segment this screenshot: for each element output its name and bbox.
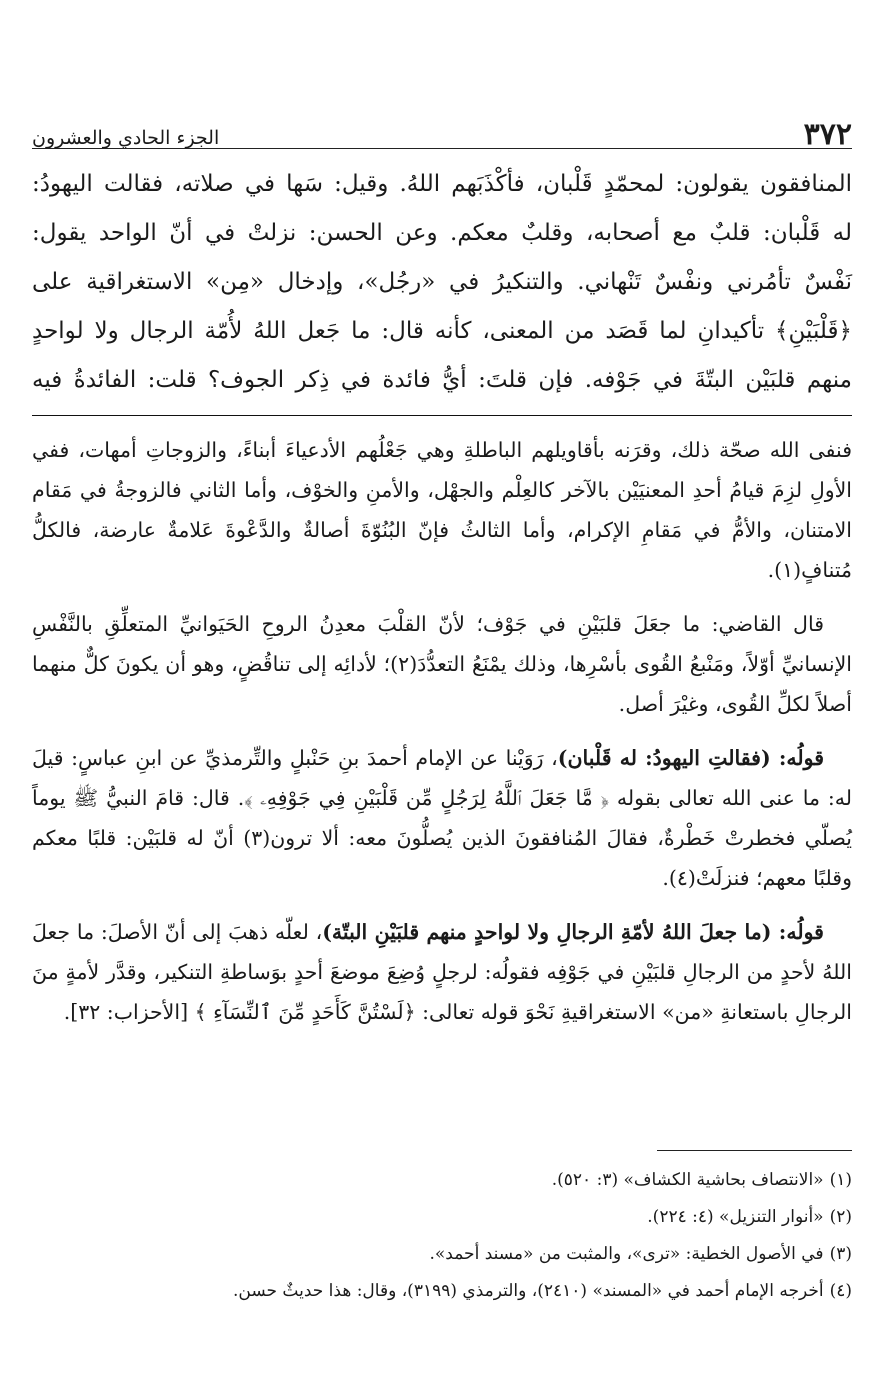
footnote-text: «أنوار التنزيل» (٤: ٢٢٤).	[647, 1207, 824, 1227]
footnote	[32, 1236, 852, 1273]
page-number: ٣٧٢	[803, 117, 852, 152]
main-line: منهم قلبَيْن البتّةَ في جَوْفه. فإن قلتَ: أيُّ فائدة في ذِكر الجوف؟ قلت: الفائدةُ فيه	[32, 367, 852, 393]
footnote-text: في الأصول الخطية: «ترى»، والمثبت من «مسند أحمد».	[429, 1244, 824, 1264]
main-line: ﴿قَلْبَيْنِ﴾ تأكيدانِ لما قَصَد من المعنى، كأنه قال: ما جَعل اللهُ لأُمّة الرجال ولا لواحدٍ	[32, 318, 852, 344]
commentary-paragraph: فنفى الله صحّة ذلك، وقرَنه بأقاويلهم الباطلةِ وهي جَعْلُهم الأدعياءَ أبناءً، والزوجاتِ أمهات، ففي الأولِ لزِمَ قيامُ أحدِ المعنيَيْن بالآخر كالعِلْم والجهْل، والأمنِ والخوْف، وأما الثاني فالزوجةُ في مَقام الامتنان، والأمُّ في مَقامِ الإكرام، وأما الثالثُ فإنّ البُنُوّةَ أصالةٌ والدَّعْوةَ عَلامةٌ عارضة، فالكلُّ مُتنافٍ(١).	[32, 438, 852, 582]
footnote	[32, 1199, 852, 1236]
header-divider	[32, 148, 852, 149]
footnote-number: (٣)	[829, 1244, 852, 1264]
commentary-text: ، لعلّه ذهبَ إلى أنّ الأصلَ: ما جعلَ اللهُ لأحدٍ من الرجالِ قلبَيْنِ في جَوْفِه فقولُه: لرجلٍ وُضِعَ موضعَ أحدٍ بوَساطةِ التنكير، وقدَّر لأمةٍ منَ الرجالِ باستعانةِ «من» الاستغراقيةِ نَحْوَ قوله تعالى: ﴿لَسْتُنَّ كَأَحَدٍ مِّنَ ٱلنِّسَآءِ ﴾ [الأحزاب: ٣٢].	[32, 920, 852, 1024]
commentary	[32, 430, 852, 1046]
footnote	[32, 1162, 852, 1199]
commentary-paragraph: قال القاضي: ما جعَلَ قلبَيْنِ في جَوْف؛ لأنّ القلْبَ معدِنُ الروحِ الحَيَوانيِّ المتعلِّقِ بالنَّفْسِ الإنسانيِّ أوّلاً، ومَنْبعُ القُوى بأسْرِها، وذلك يمْنَعُ التعدُّدَ(٢)؛ لأدائِه إلى تناقُضٍ، وهو أن يكونَ كلٌّ منهما أصلاً لكلِّ القُوى، وغيْرَ أصل.	[32, 612, 852, 716]
main-line: نَفْسٌ تأمُرني ونفْسٌ تَنْهاني. والتنكيرُ في «رجُل»، وإدخال «مِن» الاستغراقية على	[32, 269, 852, 295]
commentary-paragraph	[32, 912, 852, 1032]
main-line: المنافقون يقولون: لمحمّدٍ قَلْبان، فأكْذَبَهم اللهُ. وقيل: سَها في صلاته، فقالت اليهودُ:	[32, 171, 852, 197]
footnote	[32, 1273, 852, 1310]
commentary-paragraph	[32, 738, 852, 898]
main-text	[32, 160, 852, 410]
footnote-number: (٢)	[829, 1207, 852, 1227]
main-text-divider	[32, 415, 852, 416]
quoted-lemma: قولُه: (فقالتِ اليهودُ: له قَلْبان)	[557, 746, 825, 770]
footnote-number: (٤)	[829, 1281, 852, 1301]
footnote-divider	[657, 1150, 852, 1151]
book-page	[32, 0, 852, 1395]
footnotes	[32, 1162, 852, 1310]
quoted-lemma: قولُه: (ما جعلَ اللهُ لأمّةِ الرجالِ ولا لواحدٍ منهم قلبَيْنِ البتّة)	[322, 920, 824, 944]
main-line: له قَلْبان: قلبٌ مع أصحابه، وقلبٌ معكم. وعن الحسن: نزلتْ في أنّ الواحد يقول:	[32, 220, 852, 246]
footnote-number: (١)	[829, 1170, 852, 1190]
running-title: الجزء الحادي والعشرون	[32, 127, 220, 149]
footnote-text: أخرجه الإمام أحمد في «المسند» (٢٤١٠)، والترمذي (٣١٩٩)، وقال: هذا حديثٌ حسن.	[233, 1281, 824, 1301]
commentary-text: ، رَوَيْنا عن الإمام أحمدَ بنِ حَنْبلٍ والتِّرمذيِّ عن ابنِ عباسٍ: قيلَ له: ما عنى الله تعالى بقوله ﴿ مَّا جَعَلَ ٱللَّهُ لِرَجُلٍ مِّن قَلْبَيْنِ فِي جَوْفِهِۦ ﴾. قال: قامَ النبيُّ ﷺ يوماً يُصلّي فخطرتْ خَطْرةٌ، فقالَ المُنافقونَ الذين يُصلُّونَ معه: ألا ترون(٣) أنّ له قلبَيْن: قلبًا معكم وقلبًا معهم؛ فنزلَتْ(٤).	[32, 746, 852, 890]
footnote-text: «الانتصاف بحاشية الكشاف» (٣: ٥٢٠).	[551, 1170, 824, 1190]
